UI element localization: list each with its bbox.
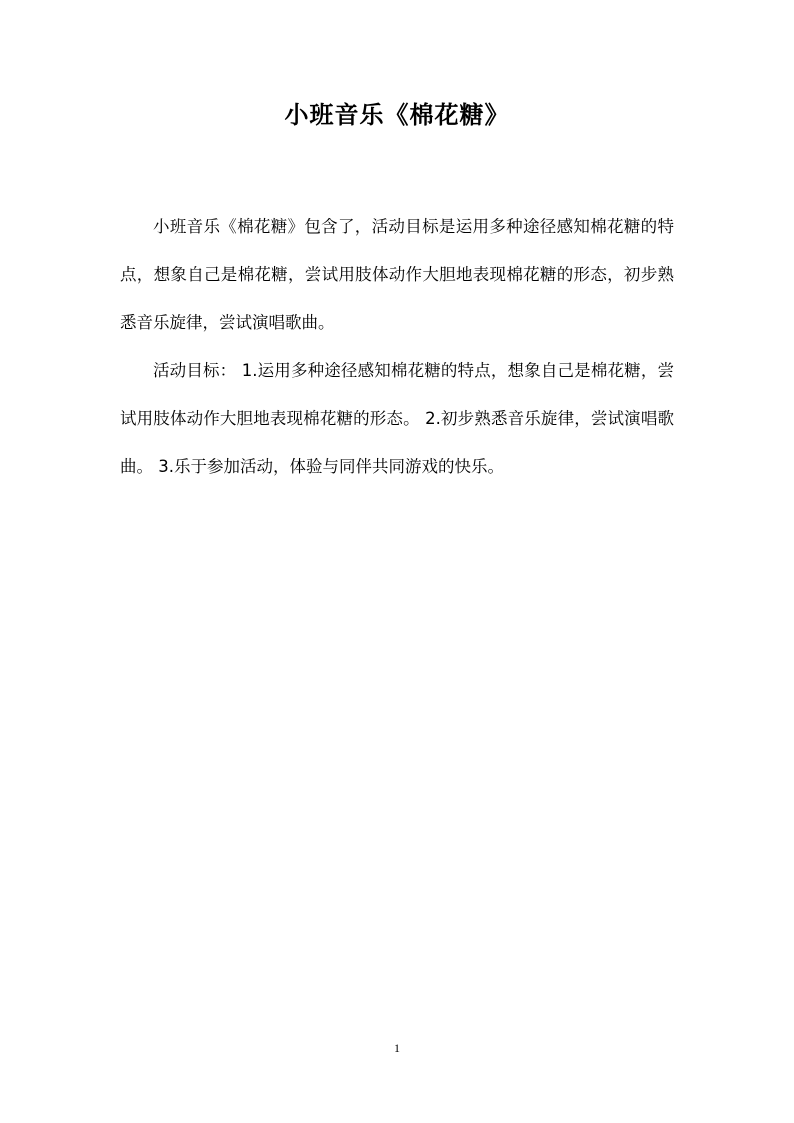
document-title: 小班音乐《棉花糖》	[284, 101, 510, 129]
page-number: 1	[394, 1041, 400, 1055]
objectives-paragraph: 活动目标： 1.运用多种途径感知棉花糖的特点，想象自己是棉花糖，尝试用肢体动作大胆地表现棉花糖的形态。 2.初步熟悉音乐旋律，尝试演唱歌曲。 3.乐于参加活动，体验与同伴共同游戏的快乐。	[120, 361, 674, 476]
intro-paragraph: 小班音乐《棉花糖》包含了，活动目标是运用多种途径感知棉花糖的特点，想象自己是棉花糖，尝试用肢体动作大胆地表现棉花糖的形态，初步熟悉音乐旋律，尝试演唱歌曲。	[120, 217, 674, 332]
